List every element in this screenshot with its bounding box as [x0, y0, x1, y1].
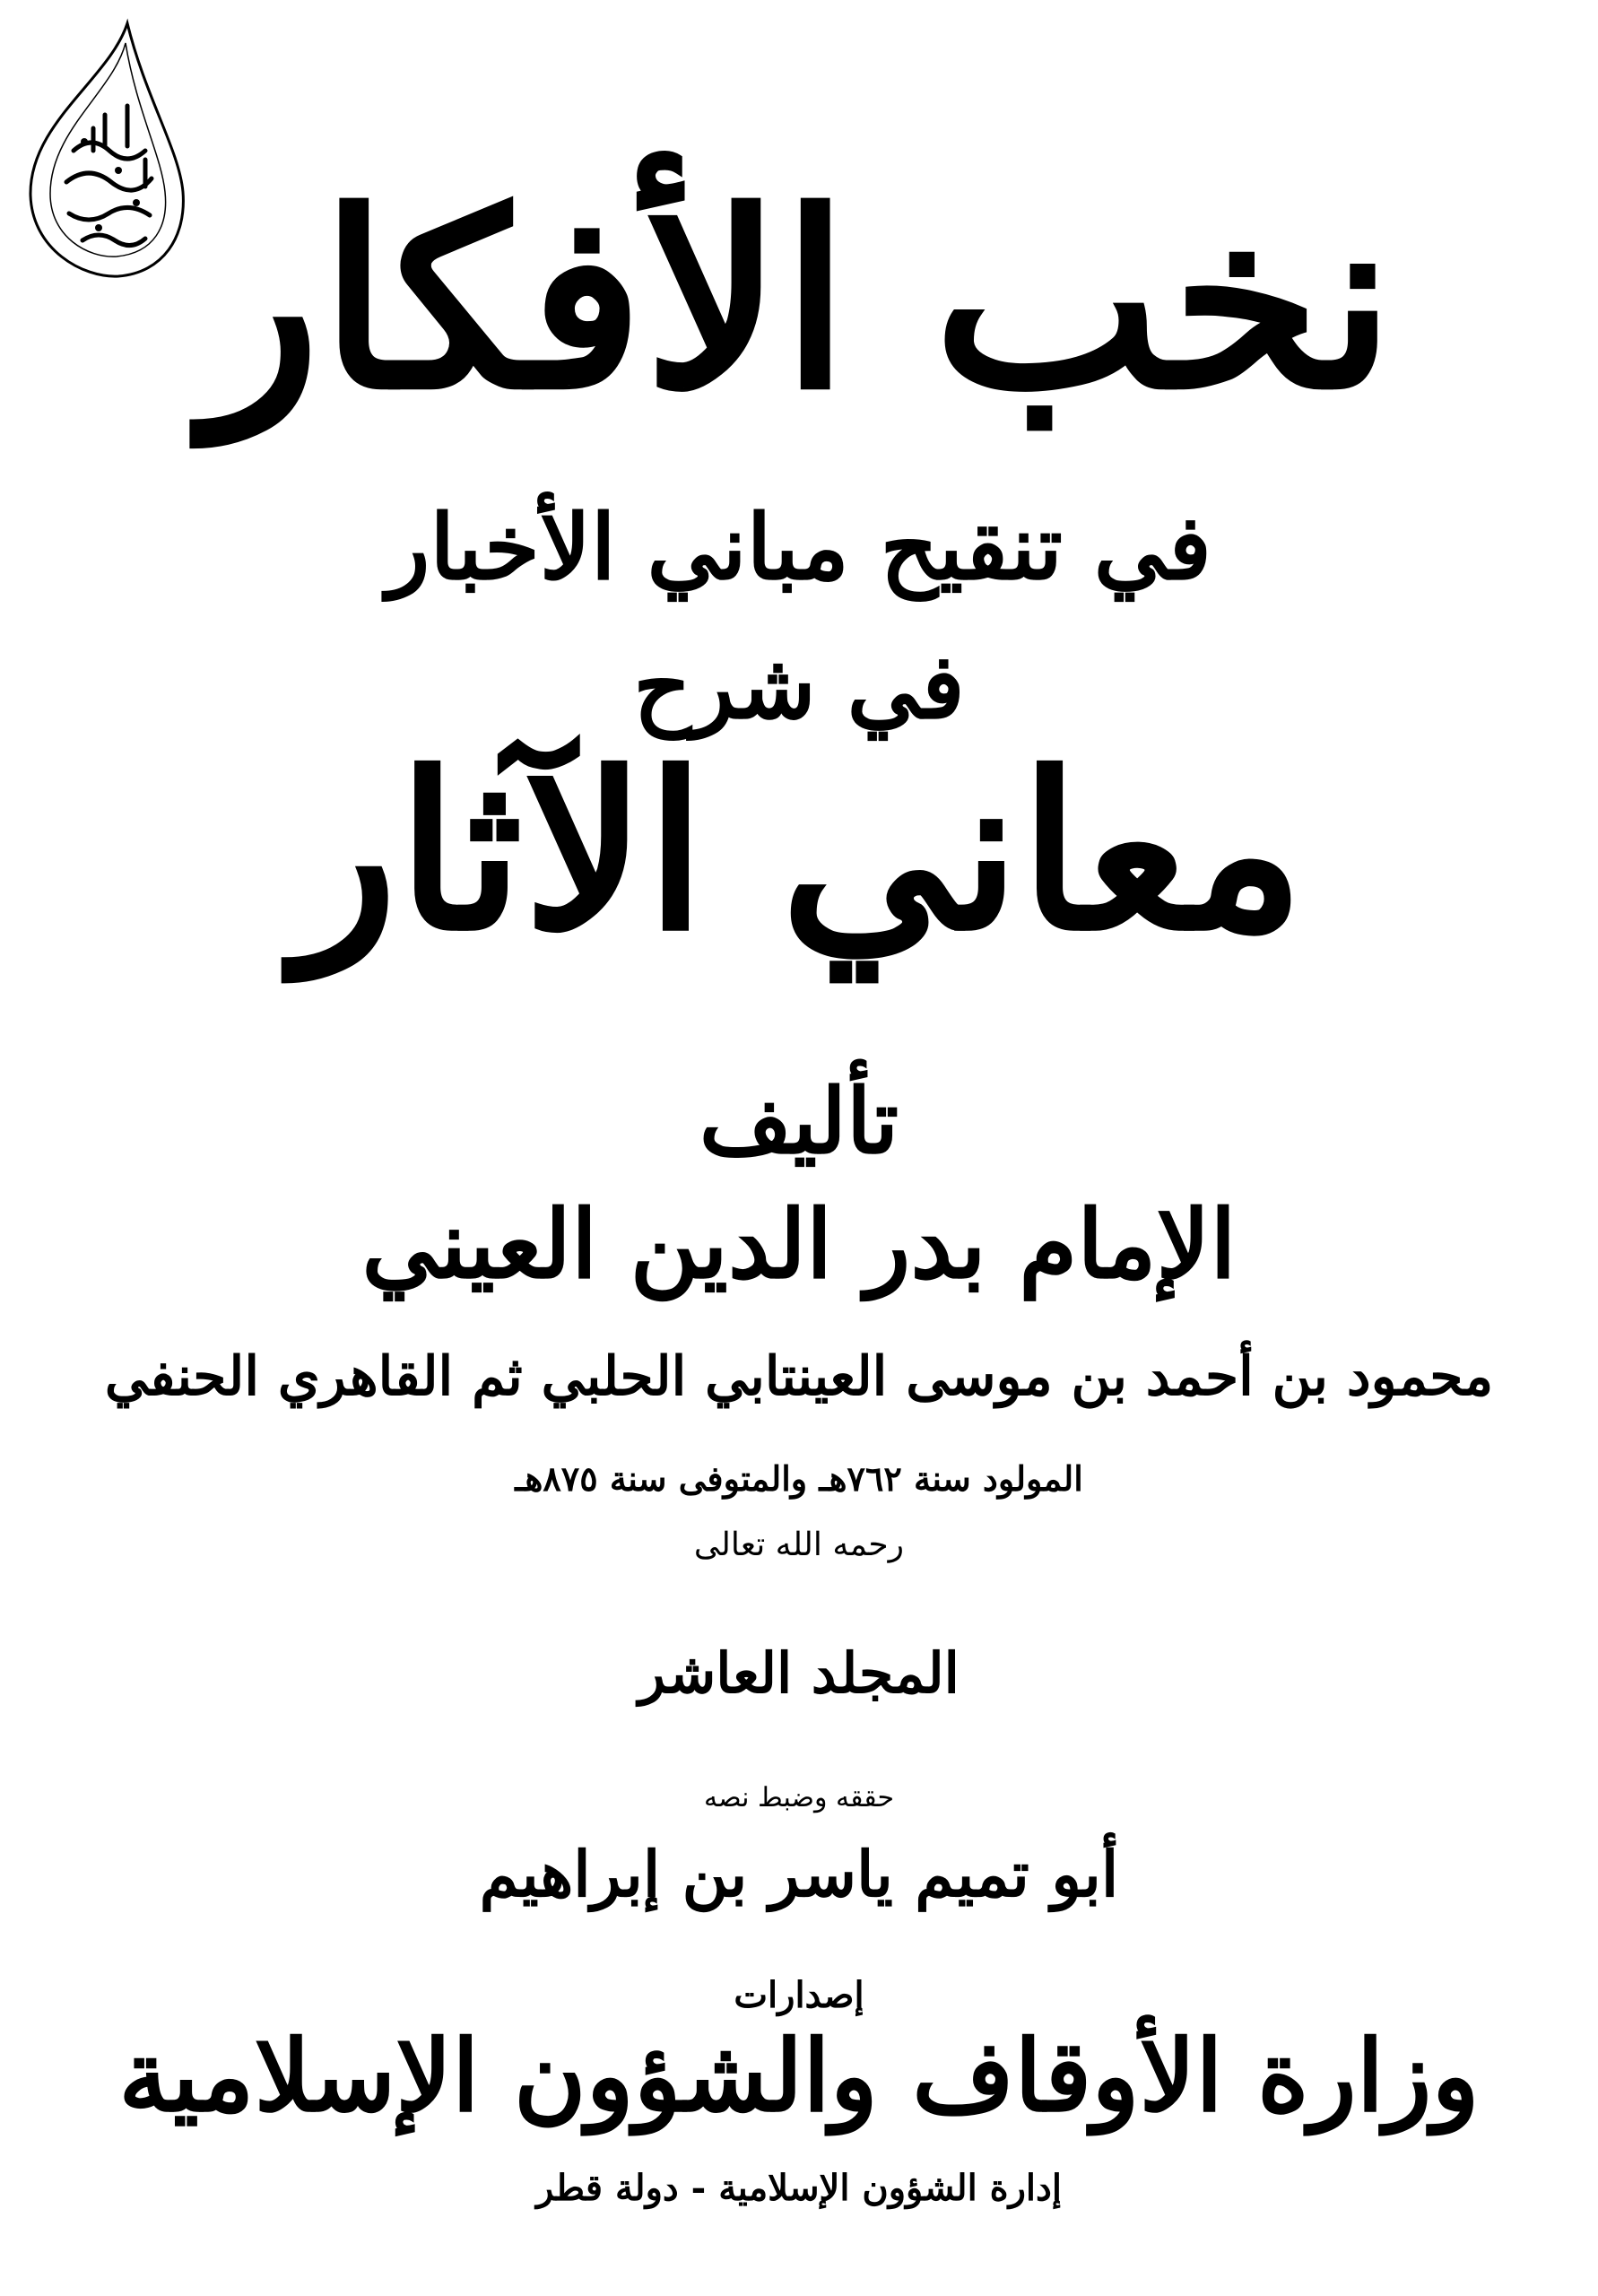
publisher-department: إدارة الشؤون الإسلامية - دولة قطر [536, 2167, 1062, 2209]
book-subtitle-connector: في شرح [633, 633, 965, 739]
book-subtitle: في تنقيح مباني الأخبار [386, 494, 1212, 600]
volume-label: المجلد العاشر [638, 1640, 960, 1706]
editor-label: حققه وضبط نصه [704, 1782, 894, 1813]
author-full-name: محمود بن أحمد بن موسى العينتابي الحلبي ثم القاهري الحنفي [104, 1345, 1494, 1408]
publisher-label: إصدارات [734, 1974, 864, 2016]
authorship-label: تأليف [699, 1068, 899, 1174]
editor-name: أبو تميم ياسر بن إبراهيم [479, 1837, 1119, 1911]
author-name: الإمام بدر الدين العيني [361, 1188, 1237, 1300]
author-dates: المولود سنة ٧٦٢هـ والمتوفى سنة ٨٧٥هـ [515, 1458, 1083, 1499]
source-work-title: معاني الآثار [293, 726, 1305, 978]
book-title: نخب الأفكار [203, 158, 1395, 443]
author-prayer: رحمه الله تعالى [693, 1526, 905, 1563]
publisher-name: وزارة الأوقاف والشؤون الإسلامية [118, 2018, 1480, 2134]
